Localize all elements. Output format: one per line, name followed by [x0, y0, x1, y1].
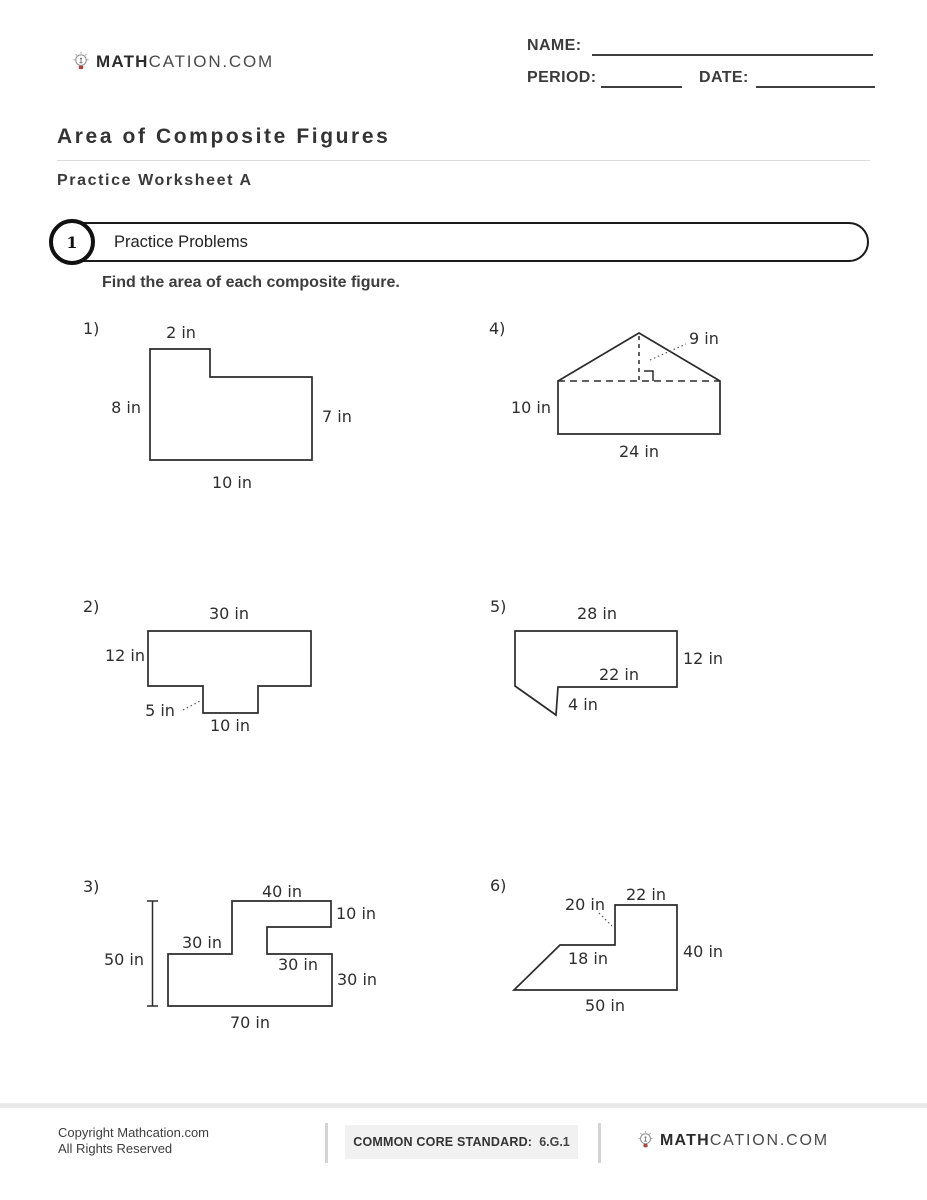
figure-4-label-left: 10 in	[510, 398, 552, 417]
page-title: Area of Composite Figures	[57, 125, 391, 148]
period-label: PERIOD:	[527, 69, 597, 86]
common-core-standard-label: COMMON CORE STANDARD:	[353, 1135, 533, 1149]
lightbulb-icon	[637, 1129, 654, 1152]
figure-4-outline	[558, 333, 720, 434]
footer-copyright-line1: Copyright Mathcation.com	[58, 1125, 210, 1140]
problem-2-number: 2)	[83, 597, 100, 616]
name-label: NAME:	[527, 37, 582, 54]
date-label: DATE:	[699, 69, 749, 86]
figure-3-label-top: 40 in	[261, 882, 303, 901]
footer-copyright	[58, 1125, 209, 1157]
section-heading: Practice Problems	[114, 232, 248, 251]
logo-text-rest: CATION.COM	[148, 52, 274, 71]
problem-4-number: 4)	[489, 319, 506, 338]
figure-5-label-top: 28 in	[576, 604, 618, 623]
figure-1-label-right: 7 in	[322, 407, 352, 426]
figure-4-right-angle-mark	[644, 371, 653, 381]
figure-3-label-step-mid: 30 in	[277, 955, 319, 974]
figure-2-label-top: 30 in	[208, 604, 250, 623]
footer-divider-bar	[0, 1103, 927, 1108]
figure-3-label-bottom: 70 in	[229, 1013, 271, 1032]
footer-divider-left	[325, 1123, 328, 1163]
figure-4	[489, 319, 720, 461]
common-core-standard-box	[345, 1125, 578, 1159]
footer-divider-right	[598, 1123, 601, 1163]
figure-5-label-inner: 22 in	[598, 665, 640, 684]
figure-6-outline	[514, 905, 677, 990]
figure-4-label-bottom: 24 in	[618, 442, 660, 461]
figure-1-outline	[150, 349, 312, 460]
problem-5-number: 5)	[490, 597, 507, 616]
figure-4-label-slant: 9 in	[689, 329, 719, 348]
common-core-standard-value: 6.G.1	[539, 1135, 570, 1149]
figure-3-label-step-left: 30 in	[181, 933, 223, 952]
figure-1	[83, 319, 352, 492]
figure-5	[490, 597, 723, 715]
section-instruction: Find the area of each composite figure.	[102, 274, 400, 291]
figure-1-label-left: 8 in	[111, 398, 141, 417]
figure-1-label-bottom: 10 in	[211, 473, 253, 492]
figure-5-label-notch: 4 in	[568, 695, 598, 714]
figure-2-label-left: 12 in	[104, 646, 145, 665]
figure-2	[83, 597, 311, 735]
problem-6-number: 6)	[490, 876, 507, 895]
figure-3-label-overall: 50 in	[103, 950, 145, 969]
figure-3-label-lower-right: 30 in	[337, 970, 378, 989]
figure-2-label-notch-bottom: 10 in	[209, 716, 251, 735]
logo-text-bold: MATH	[96, 52, 149, 71]
problem-3-number: 3)	[83, 877, 100, 896]
figure-6-label-middle: 18 in	[567, 949, 609, 968]
figure-1-label-top: 2 in	[166, 323, 196, 342]
figure-6	[490, 876, 723, 1015]
footer-logo-text-bold: MATH	[660, 1131, 710, 1149]
figure-6-label-bottom: 50 in	[584, 996, 626, 1015]
problem-1-number: 1)	[83, 319, 100, 338]
figure-3-label-upper-right: 10 in	[336, 904, 377, 923]
section-number-badge: 1	[49, 219, 95, 265]
footer-logo	[637, 1129, 829, 1152]
figure-6-leader-line	[599, 913, 612, 926]
footer-copyright-line2: All Rights Reserved	[58, 1141, 173, 1156]
footer-logo-text-rest: CATION.COM	[709, 1131, 829, 1149]
figure-6-label-upper-left: 20 in	[564, 895, 606, 914]
figure-5-label-right: 12 in	[683, 649, 724, 668]
figure-6-label-top: 22 in	[625, 885, 667, 904]
figure-3-outline	[168, 901, 332, 1006]
figure-2-leader-line	[183, 700, 202, 710]
page-subtitle: Practice Worksheet A	[57, 172, 253, 189]
figure-2-label-notch-side: 5 in	[145, 701, 175, 720]
figure-3	[83, 877, 377, 1032]
figure-3-dimension-line	[147, 901, 158, 1006]
figure-6-label-right: 40 in	[683, 942, 724, 961]
